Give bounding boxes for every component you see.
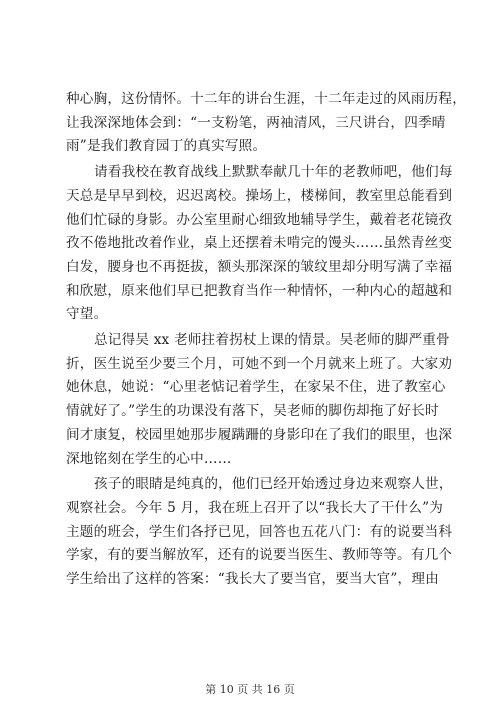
text-line: 白发，腰身也不再挺拔，额头那深深的皱纹里却分明写满了幸福: [66, 258, 453, 275]
text-line: 观察社会。今年 5 月，我在班上召开了以“我长大了干什么”为: [66, 499, 444, 516]
text-line: 情就好了。”学生的功课没有落下，吴老师的脚伤却拖了好长时: [66, 403, 439, 420]
paragraph-1: [66, 88, 467, 159]
text-line: 孜不倦地批改着作业，桌上还摆着未啃完的馒头……虽然青丝变: [66, 235, 453, 252]
page-footer: [0, 681, 500, 697]
text-line: 深地铭刻在学生的心中……: [66, 450, 232, 467]
text-line: 孩子的眼睛是纯真的，他们已经开始透过身边来观察人世，: [94, 476, 453, 493]
paragraph-4: [66, 473, 453, 592]
text-line: 和欣慰，原来他们早已把教育当作一种情怀，一种内心的超越和: [66, 282, 453, 299]
page-number: 第 10 页 共 16 页: [205, 683, 295, 696]
text-line: 折，医生说至少要三个月，可她不到一个月就来上班了。大家劝: [66, 355, 453, 372]
text-line: 种心胸，这份情怀。十二年的讲台生涯，十二年走过的风雨历程，: [66, 91, 467, 107]
text-line: 学生给出了这样的答案：“我长大了要当官，要当大官”，理由: [66, 571, 439, 588]
text-line: 学家，有的要当解放军，还有的说要当医生、教师等等。有几个: [66, 547, 453, 564]
text-line: 他们忙碌的身影。办公室里耐心细致地辅导学生，戴着老花镜孜: [66, 211, 453, 228]
document-body: [66, 88, 467, 594]
text-line: 主题的班会，学生们各抒已见，回答也五花八门：有的说要当科: [66, 523, 453, 540]
text-line: 她休息，她说：“心里老惦记着学生，在家呆不住，进了教室心: [66, 379, 446, 396]
paragraph-3: [66, 329, 453, 471]
text-line: 守望。: [66, 306, 108, 323]
text-line: 请看我校在教育战线上默默奉献几十年的老教师吧，他们每: [94, 164, 453, 181]
text-line: 总记得吴 xx 老师拄着拐杖上课的情景。吴老师的脚严重骨: [94, 332, 450, 349]
text-line: 让我深深地体会到：“一支粉笔，两袖清风，三尺讲台，四季晴: [66, 114, 446, 131]
text-line: 天总是早早到校，迟迟离校。操场上，楼梯间，教室里总能看到: [66, 187, 453, 204]
text-line: 雨”是我们教育园丁的真实写照。: [66, 138, 267, 155]
text-line: 间才康复，校园里她那步履蹒跚的身影印在了我们的眼里，也深: [66, 426, 453, 443]
paragraph-2: [66, 161, 453, 327]
